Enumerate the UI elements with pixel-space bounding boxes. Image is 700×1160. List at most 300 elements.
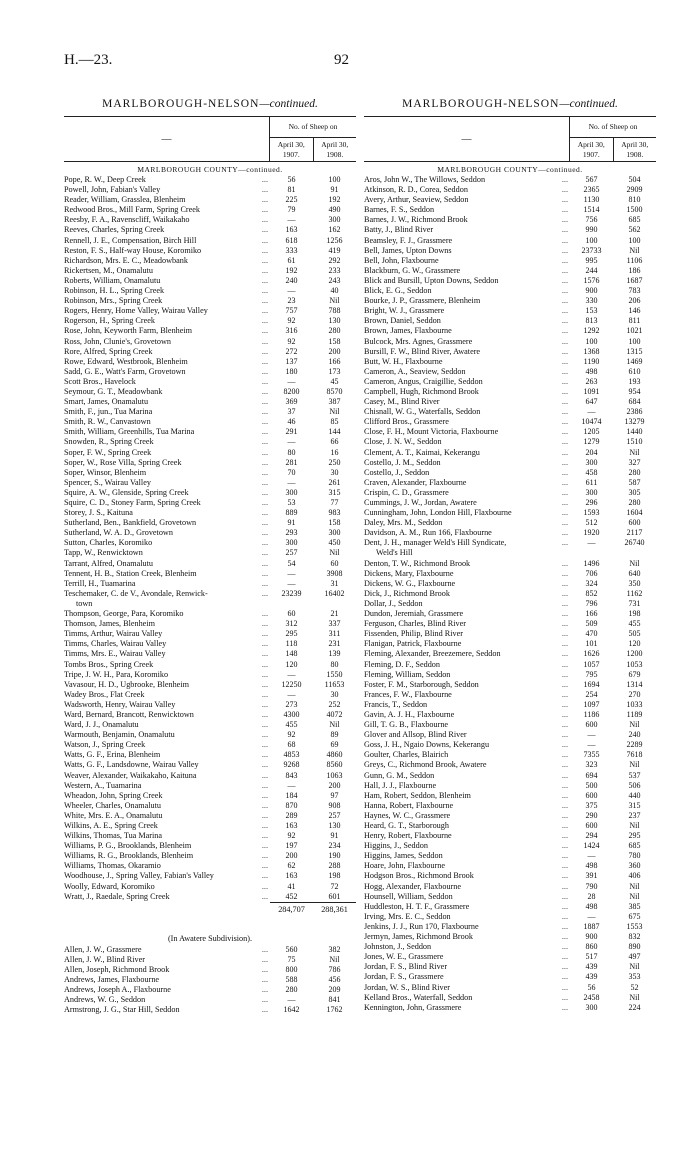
sheep-1908: 139 (328, 649, 341, 659)
leader-dots: ... (561, 417, 568, 427)
sheep-1907: — (587, 851, 596, 861)
sheep-1907: — (287, 780, 296, 790)
table-row (64, 955, 356, 965)
sheep-1908: 387 (328, 397, 341, 407)
leader-dots: ... (261, 679, 268, 689)
table-body (64, 175, 356, 902)
owner-name: Terrill, H., Tuamarina (64, 578, 136, 588)
sheep-1908: 91 (330, 185, 339, 195)
owner-name: Allen, Joseph, Richmond Brook (64, 964, 170, 974)
table-row (64, 347, 356, 357)
table-row (64, 690, 356, 700)
sheep-1908: 780 (628, 851, 641, 861)
sheep-1908: 450 (328, 538, 341, 548)
sheep-1908: 1063 (326, 770, 343, 780)
sheep-1907: 300 (285, 538, 298, 548)
owner-name: Powell, John, Fabian's Valley (64, 185, 161, 195)
leader-dots: ... (261, 1005, 268, 1015)
table-row (64, 760, 356, 770)
sheep-1907: 330 (585, 296, 598, 306)
sheep-1907: 7355 (583, 750, 600, 760)
leader-dots: ... (561, 508, 568, 518)
leader-dots: ... (261, 528, 268, 538)
sheep-1908: 562 (628, 225, 641, 235)
owner-name: Denton, T. W., Richmond Brook (364, 558, 471, 568)
leader-dots: ... (561, 629, 568, 639)
sheep-1907: 101 (585, 639, 598, 649)
sheep-1908: 4860 (326, 750, 343, 760)
sheep-1908: 250 (328, 457, 341, 467)
sheep-1907: 23 (287, 296, 296, 306)
sheep-1907: 517 (585, 952, 598, 962)
table-row (64, 710, 356, 720)
leader-dots: ... (561, 810, 568, 820)
sheep-1908: 1314 (626, 679, 643, 689)
leader-dots: ... (561, 306, 568, 316)
owner-name: Atkinson, R. D., Corea, Seddon (364, 185, 468, 195)
leader-dots: ... (561, 447, 568, 457)
table-row (364, 397, 656, 407)
sheep-1908: 1553 (626, 921, 643, 931)
owner-name: Francis, T., Seddon (364, 699, 428, 709)
owner-name: Dent, J. H., manager Weld's Hill Syndicate, (364, 538, 507, 548)
table-row (364, 548, 656, 558)
sheep-1907: 900 (585, 286, 598, 296)
leader-dots: ... (261, 336, 268, 346)
sheep-1907: 62 (287, 861, 296, 871)
sheep-1908: 537 (628, 770, 641, 780)
table-row (364, 730, 656, 740)
table-row (364, 569, 656, 579)
leader-dots: ... (261, 699, 268, 709)
sheep-1908: 455 (628, 619, 641, 629)
table-row (64, 538, 356, 548)
leader-dots: ... (561, 851, 568, 861)
leader-dots: ... (561, 679, 568, 689)
owner-name: Andrews, W. G., Seddon (64, 995, 146, 1005)
owner-name: Richardson, Mrs. E. C., Meadowbank (64, 255, 188, 265)
owner-name: Tripe, J. W. H., Para, Koromiko (64, 669, 169, 679)
leader-dots: ... (261, 881, 268, 891)
sheep-1908: 1106 (626, 255, 643, 265)
owner-name: Higgins, J., Seddon (364, 841, 428, 851)
owner-name: Smith, William, Greenhills, Tua Marina (64, 427, 195, 437)
table-row (64, 975, 356, 985)
table-row (364, 437, 656, 447)
owner-name: Storey, J. S., Kaituna (64, 508, 133, 518)
sheep-1907: 600 (585, 720, 598, 730)
sheep-1908: 440 (628, 790, 641, 800)
owner-name: Bulcock, Mrs. Agnes, Grassmere (364, 336, 473, 346)
owner-name: Bursill, F. W., Blind River, Awatere (364, 346, 481, 356)
sheep-1908: 85 (330, 417, 339, 427)
table-row (64, 559, 356, 569)
sheep-1907: 8200 (283, 386, 300, 396)
header-year-1908: April 30, 1908. (621, 140, 649, 159)
table-row (364, 660, 656, 670)
table-row (64, 945, 356, 955)
sheep-1907: 280 (285, 985, 298, 995)
sheep-1907: 296 (585, 498, 598, 507)
owner-name: Fissenden, Philip, Blind River (364, 629, 463, 639)
sheep-1907: 757 (285, 306, 298, 316)
sheep-1908: 231 (328, 639, 341, 649)
owner-name: Andrews, James, Flaxbourne (64, 975, 160, 985)
leader-dots: ... (561, 639, 568, 649)
table-row (364, 215, 656, 225)
sheep-1907: — (287, 376, 296, 386)
leader-dots: ... (561, 205, 568, 215)
sheep-1908: 13279 (624, 417, 645, 427)
table-row (64, 276, 356, 286)
sheep-1907: 184 (285, 790, 298, 800)
owner-name: Bourke, J. P., Grassmere, Blenheim (364, 296, 481, 306)
table-row (64, 660, 356, 670)
leader-dots: ... (261, 467, 268, 477)
leader-dots: ... (261, 195, 268, 205)
table-row (364, 478, 656, 488)
sheep-1907: 197 (285, 841, 298, 851)
sheep-1907: 68 (287, 740, 296, 750)
header-year-1907: April 30, 1907. (570, 138, 614, 161)
leader-dots: ... (561, 427, 568, 437)
owner-name: Avery, Arthur, Seaview, Seddon (364, 195, 469, 205)
sheep-1907: 694 (585, 770, 598, 780)
sheep-1908: 337 (328, 619, 341, 629)
table-row (64, 508, 356, 518)
leader-dots: ... (261, 316, 268, 326)
sheep-1907: 600 (585, 790, 598, 800)
leader-dots: ... (261, 861, 268, 871)
leader-dots: ... (561, 800, 568, 810)
sheep-1908: 983 (328, 508, 341, 518)
leader-dots: ... (561, 972, 568, 982)
leader-dots: ... (261, 437, 268, 447)
owner-name: Batty, J., Blind River (364, 225, 434, 235)
owner-name: Campbell, Hugh, Richmond Brook (364, 386, 479, 396)
sheep-1908: 270 (628, 689, 641, 699)
sheep-1907: 56 (287, 175, 296, 184)
sheep-1908: 908 (328, 800, 341, 810)
table-row (64, 811, 356, 821)
table-body (364, 175, 656, 1013)
leader-dots: ... (561, 982, 568, 992)
table-row (364, 175, 656, 185)
sheep-1907: 312 (285, 619, 298, 629)
table-row (64, 670, 356, 680)
owner-name: Seymour, G. T., Meadowbank (64, 386, 163, 396)
owner-name: Frances, F. W., Flaxbourne (364, 689, 452, 699)
sheep-1907: 281 (285, 457, 298, 467)
leader-dots: ... (561, 1002, 568, 1012)
leader-dots: ... (261, 205, 268, 215)
owner-name: Thompson, George, Para, Koromiko (64, 609, 184, 619)
sheep-1908: 419 (328, 245, 341, 255)
owner-name: Warmouth, Benjamin, Onamalutu (64, 730, 175, 740)
sheep-1908: 788 (328, 306, 341, 316)
sheep-1908: 640 (628, 568, 641, 578)
leader-dots: ... (261, 366, 268, 376)
table-row (364, 599, 656, 609)
owner-name: Rogers, Henry, Home Valley, Wairau Valley (64, 306, 208, 316)
table-row (64, 680, 356, 690)
owner-name: Fleming, William, Seddon (364, 669, 451, 679)
owner-name: Tennent, H. B., Station Creek, Blenheim (64, 568, 197, 578)
owner-name: Higgins, James, Seddon (364, 851, 443, 861)
leader-dots: ... (261, 995, 268, 1005)
sheep-1907: 272 (285, 346, 298, 356)
leader-dots: ... (561, 699, 568, 709)
sheep-1907: 498 (585, 901, 598, 911)
sheep-1908: 206 (628, 296, 641, 306)
sheep-1907: 100 (585, 235, 598, 245)
section-heading: MARLBOROUGH COUNTY—continued. (437, 165, 583, 174)
total-1907: 284,707 (278, 904, 305, 914)
owner-name: Watts, G. F., Erina, Blenheim (64, 750, 161, 760)
sheep-1908: Nil (629, 962, 640, 972)
table-row (364, 871, 656, 881)
sheep-1907: 28 (587, 891, 596, 901)
owner-name: Heard, G. T., Starborough (364, 821, 449, 830)
owner-name: Tombs Bros., Spring Creek (64, 659, 154, 669)
owner-name: Dick, J., Richmond Brook (364, 588, 450, 598)
sheep-1907: 41 (287, 881, 296, 891)
sheep-1907: 852 (585, 588, 598, 598)
owner-name: Reeves, Charles, Spring Creek (64, 225, 165, 235)
sheep-1908: 237 (628, 810, 641, 820)
table-row (64, 639, 356, 649)
owner-name: Blick and Bursill, Upton Downs, Seddon (364, 275, 499, 285)
subsection-heading: (In Awatere Subdivision). (167, 933, 253, 943)
sheep-1908: 954 (628, 386, 641, 396)
sheep-1907: 291 (285, 427, 298, 437)
leader-dots: ... (261, 800, 268, 810)
table-row (64, 528, 356, 538)
owner-name: Goulter, Charles, Blairich (364, 750, 449, 760)
sheep-1908: Nil (329, 407, 340, 417)
sheep-1907: 470 (585, 629, 598, 639)
sheep-1908: 610 (628, 366, 641, 376)
owner-name: Cunningham, John, London Hill, Flaxbourne (364, 508, 512, 518)
table-row (364, 993, 656, 1003)
owner-name: Vavasour, H. D., Ugbrooke, Blenheim (64, 679, 189, 689)
sheep-1908: 1200 (626, 649, 643, 659)
owner-name: Dickens, W. G., Flaxbourne (364, 578, 456, 588)
sheep-1908: 295 (628, 831, 641, 841)
sheep-1908: 193 (628, 376, 641, 386)
leader-dots: ... (261, 225, 268, 235)
sheep-1908: 288 (328, 861, 341, 871)
page-code: H.—23. (64, 52, 113, 68)
leader-dots: ... (561, 891, 568, 901)
owner-name: Western, A., Tuamarina (64, 780, 142, 790)
owner-name: Timms, Arthur, Wairau Valley (64, 629, 163, 639)
sheep-1908: 144 (328, 427, 341, 437)
table-row (364, 801, 656, 811)
leader-dots: ... (561, 780, 568, 790)
leader-dots: ... (261, 306, 268, 316)
sheep-1907: 137 (285, 356, 298, 366)
owner-name: Ward, Bernard, Brancott, Renwicktown (64, 709, 194, 719)
sheep-1907: 4300 (283, 709, 300, 719)
table-row (64, 619, 356, 629)
sheep-1908: 2909 (626, 185, 643, 195)
leader-dots: ... (561, 356, 568, 366)
sheep-1908: 100 (628, 235, 641, 245)
leader-dots: ... (561, 649, 568, 659)
sheep-1907: 600 (585, 821, 598, 830)
owner-name: Close, F. H., Mount Victoria, Flaxbourne (364, 427, 499, 437)
sheep-1908: 504 (628, 175, 641, 184)
owner-name: Bell, John, Flaxbourne (364, 255, 439, 265)
owner-name: Roberts, William, Onamalutu (64, 275, 161, 285)
leader-dots: ... (561, 195, 568, 205)
sheep-1907: 254 (585, 689, 598, 699)
sheep-1907: 900 (585, 932, 598, 942)
leader-dots: ... (561, 215, 568, 225)
leader-dots: ... (561, 275, 568, 285)
table-row (64, 478, 356, 488)
leader-dots: ... (561, 386, 568, 396)
owner-name: Thomson, James, Blenheim (64, 619, 155, 629)
sheep-1907: 293 (285, 528, 298, 538)
sheep-1907: 148 (285, 649, 298, 659)
table-row (64, 851, 356, 861)
sheep-1908: 120 (628, 639, 641, 649)
sheep-1908: 166 (328, 356, 341, 366)
sheep-1908: 252 (328, 699, 341, 709)
table-row (64, 316, 356, 326)
column-title: MARLBOROUGH-NELSON—continued. (402, 98, 618, 110)
owner-name: Weaver, Alexander, Waikakaho, Kaituna (64, 770, 197, 780)
owner-name: Wratt, J., Raedale, Spring Creek (64, 891, 170, 901)
sheep-1908: 30 (330, 467, 339, 477)
table-row (364, 841, 656, 851)
owner-name: Fleming, Alexander, Breezemere, Seddon (364, 649, 501, 659)
sheep-1907: 611 (585, 477, 598, 487)
table-row (364, 538, 656, 548)
leader-dots: ... (261, 891, 268, 901)
sheep-1908: 30 (330, 689, 339, 699)
table-row (364, 831, 656, 841)
owner-name: Foster, F. M., Starborough, Seddon (364, 679, 479, 689)
sheep-1907: — (287, 995, 296, 1005)
sheep-1908: 192 (328, 195, 341, 205)
sheep-1907: — (587, 730, 596, 740)
sheep-1907: 1091 (583, 386, 600, 396)
table-header: — No. of Sheep on April 30, 1907. April 30, 1908. (64, 116, 356, 162)
owner-name: Clement, A. T., Kaimai, Kekerangu (364, 447, 480, 457)
table-row (364, 246, 656, 256)
leader-dots: ... (561, 245, 568, 255)
owner-name: Sadd, G. E., Watt's Farm, Grovetown (64, 366, 186, 376)
owner-name: Andrews, Joseph A., Flaxbourne (64, 985, 171, 995)
sheep-1908: Nil (629, 720, 640, 730)
sheep-1908: 162 (328, 225, 341, 235)
sheep-1907: 9268 (283, 760, 300, 770)
sheep-1907: 163 (285, 225, 298, 235)
owner-name: Barnes, F. S., Seddon (364, 205, 435, 215)
leader-dots: ... (561, 720, 568, 730)
owner-name: Williams, Thomas, Okaramio (64, 861, 161, 871)
table-row (364, 377, 656, 387)
table-row (364, 619, 656, 629)
sheep-1908 (613, 548, 656, 558)
table-row (364, 225, 656, 235)
sheep-1908: 69 (330, 740, 339, 750)
table-row (364, 851, 656, 861)
leader-dots: ... (261, 689, 268, 699)
sheep-1907: — (587, 911, 596, 921)
table-row (64, 286, 356, 296)
table-row (64, 965, 356, 975)
sheep-1908: 1510 (626, 437, 643, 447)
owner-name: Sutton, Charles, Koromiko (64, 538, 153, 548)
owner-name: Ross, John, Clunie's, Grovetown (64, 336, 172, 346)
leader-dots: ... (261, 821, 268, 830)
leader-dots: ... (561, 185, 568, 195)
sheep-1908: 40 (330, 286, 339, 296)
leader-dots: ... (561, 487, 568, 497)
sheep-1908: Nil (629, 992, 640, 1002)
leader-dots: ... (261, 609, 268, 619)
table-row (364, 458, 656, 468)
table-row (364, 760, 656, 770)
sheep-1908: 1315 (626, 346, 643, 356)
owner-name: Hogg, Alexander, Flaxbourne (364, 881, 461, 891)
sheep-1907: 452 (285, 891, 298, 901)
sheep-1907: 56 (587, 982, 596, 992)
table-row (64, 225, 356, 235)
total-1908: 288,361 (321, 904, 348, 914)
sheep-1908: 31 (330, 578, 339, 588)
owner-name: Barnes, J. W., Richmond Brook (364, 215, 468, 225)
sheep-1907: 323 (585, 760, 598, 770)
table-row (364, 952, 656, 962)
sheep-1908: 600 (628, 518, 641, 528)
leader-dots: ... (561, 346, 568, 356)
sheep-1907: 1292 (583, 326, 600, 336)
owner-name: Daley, Mrs. M., Seddon (364, 518, 443, 528)
sheep-1908: 280 (328, 326, 341, 336)
owner-name: Johnston, J., Seddon (364, 942, 432, 952)
owner-name: Reader, William, Grasslea, Blenheim (64, 195, 186, 205)
owner-name: Butt, W. H., Flaxbourne (364, 356, 443, 366)
owner-name: Weld's Hill (376, 548, 413, 558)
table-row (64, 821, 356, 831)
leader-dots: ... (261, 487, 268, 497)
leader-dots: ... (561, 790, 568, 800)
owner-name: Woodhouse, J., Spring Valley, Fabian's Valley (64, 871, 214, 881)
leader-dots: ... (261, 588, 268, 598)
table-row (64, 215, 356, 225)
sheep-1907: 813 (585, 316, 598, 326)
owner-name: Fleming, D. F., Seddon (364, 659, 440, 669)
sheep-1907: 118 (285, 639, 298, 649)
sheep-1908: 21 (330, 609, 339, 619)
table-row (64, 629, 356, 639)
leader-dots: ... (261, 215, 268, 225)
table-row (64, 649, 356, 659)
leader-dots (248, 599, 270, 609)
leader-dots: ... (561, 770, 568, 780)
leader-dots: ... (261, 477, 268, 487)
owner-name: Reesby, F. A., Ravenscliff, Waikakaho (64, 215, 190, 225)
owner-name: Flanigan, Patrick, Flaxbourne (364, 639, 462, 649)
sheep-1908: 497 (628, 952, 641, 962)
table-row (364, 407, 656, 417)
sheep-1907: — (287, 437, 296, 447)
